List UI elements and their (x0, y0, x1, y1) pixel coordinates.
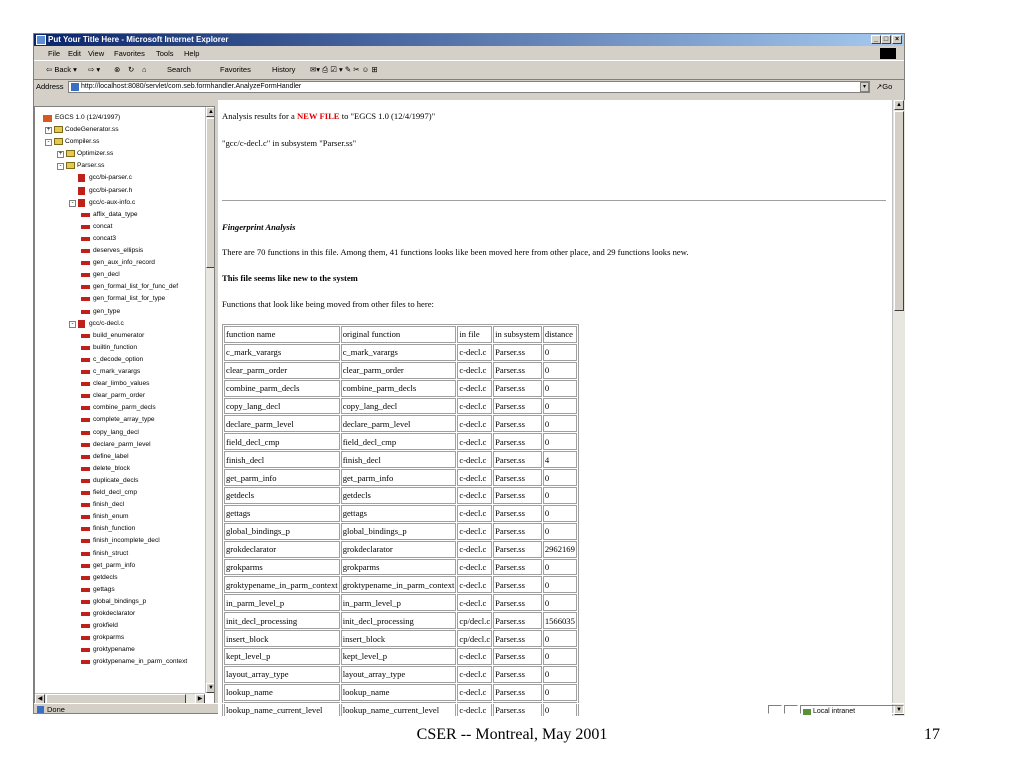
function-icon (81, 370, 90, 374)
in-subsystem-cell: Parser.ss (493, 684, 542, 701)
go-arrow-icon: ↗ (876, 82, 883, 91)
distance-cell: 0 (543, 380, 577, 397)
function-icon (81, 346, 90, 350)
menu-bar (34, 47, 904, 61)
distance-cell: 0 (543, 415, 577, 432)
original-function-cell: lookup_name (341, 684, 457, 701)
in-file-cell: c-decl.c (457, 702, 492, 716)
function-icon (81, 479, 90, 483)
file-icon (78, 187, 85, 195)
content-scroll-down-icon[interactable]: ▼ (894, 705, 904, 715)
new-file-label: NEW FILE (296, 111, 340, 121)
tree-item-label: finish_incomplete_decl (93, 537, 160, 545)
table-row (224, 451, 577, 468)
function-name-cell: groktypename_in_parm_context (224, 576, 340, 593)
intro-line (222, 111, 435, 121)
distance-cell: 0 (543, 362, 577, 379)
refresh-icon[interactable]: ↻ (128, 65, 135, 74)
function-icon (81, 527, 90, 531)
table-row (224, 612, 577, 629)
in-subsystem-cell: Parser.ss (493, 398, 542, 415)
distance-cell: 0 (543, 702, 577, 716)
original-function-cell: grokdeclarator (341, 541, 457, 558)
function-name-cell: global_bindings_p (224, 523, 340, 540)
content-scroll-thumb[interactable] (894, 111, 904, 311)
collapse-icon[interactable]: - (45, 139, 52, 146)
tree-item-label: grokparms (93, 634, 125, 642)
history-button[interactable]: History (272, 65, 296, 74)
tree-item-label: gcc/bi-parser.c (89, 174, 132, 182)
in-file-cell: c-decl.c (457, 594, 492, 611)
in-subsystem-cell: Parser.ss (493, 666, 542, 683)
status-text: Done (47, 705, 65, 714)
header-in-file: in file (457, 326, 492, 343)
original-function-cell: get_parm_info (341, 469, 457, 486)
folder-icon (54, 126, 63, 133)
address-url: http://localhost:8080/servlet/com.seb.formhandler.AnalyzeFormHandler (81, 83, 302, 90)
in-subsystem-cell: Parser.ss (493, 576, 542, 593)
function-icon (81, 612, 90, 616)
function-name-cell: clear_parm_order (224, 362, 340, 379)
table-row (224, 666, 577, 683)
intranet-zone-icon (803, 709, 811, 715)
function-name-cell: finish_decl (224, 451, 340, 468)
tree-item-label: finish_function (93, 525, 136, 533)
in-file-cell: c-decl.c (457, 541, 492, 558)
tree-scroll-thumb[interactable] (206, 118, 215, 268)
tree-item-label: delete_block (93, 464, 131, 472)
table-row (224, 344, 577, 361)
windows-logo-icon (880, 48, 896, 59)
function-icon (81, 588, 90, 592)
function-name-cell: getdecls (224, 487, 340, 504)
function-icon (81, 334, 90, 338)
file-icon (78, 199, 85, 207)
tree-item-label: groktypename_in_parm_context (93, 658, 188, 666)
function-icon (81, 249, 90, 253)
tree-item-label: finish_enum (93, 513, 129, 521)
in-file-cell: c-decl.c (457, 398, 492, 415)
in-file-cell: c-decl.c (457, 666, 492, 683)
tree-item-label: build_enumerator (93, 331, 145, 339)
file-icon (78, 320, 85, 328)
original-function-cell: layout_array_type (341, 666, 457, 683)
distance-cell: 0 (543, 630, 577, 647)
function-name-cell: copy_lang_decl (224, 398, 340, 415)
function-name-cell: lookup_name (224, 684, 340, 701)
original-function-cell: combine_parm_decls (341, 380, 457, 397)
slide-page-number: 17 (924, 726, 940, 743)
verdict-heading: This file seems like new to the system (222, 273, 358, 283)
ie-app-icon (36, 35, 46, 45)
tree-item-label: complete_array_type (93, 416, 155, 424)
function-name-cell: get_parm_info (224, 469, 340, 486)
address-bar (34, 80, 904, 94)
in-file-cell: cp/decl.c (457, 630, 492, 647)
table-row (224, 380, 577, 397)
function-icon (81, 552, 90, 556)
header-in-subsystem: in subsystem (493, 326, 542, 343)
tree-item-label: finish_decl (93, 501, 125, 509)
in-subsystem-cell: Parser.ss (493, 469, 542, 486)
function-icon (81, 564, 90, 568)
tree-item-label: gen_formal_list_for_type (93, 295, 166, 303)
table-row (224, 630, 577, 647)
search-button[interactable]: Search (167, 65, 191, 74)
tree-item-label: get_parm_info (93, 561, 136, 569)
function-name-cell: kept_level_p (224, 648, 340, 665)
function-name-cell: in_parm_level_p (224, 594, 340, 611)
tree-item-label: gcc/c-decl.c (89, 319, 124, 327)
distance-cell: 4 (543, 451, 577, 468)
table-row (224, 576, 577, 593)
function-icon (81, 310, 90, 314)
in-subsystem-cell: Parser.ss (493, 415, 542, 432)
menu-tools[interactable]: Tools (156, 49, 174, 58)
in-file-cell: c-decl.c (457, 523, 492, 540)
zone-label: Local intranet (813, 708, 856, 716)
distance-cell: 0 (543, 398, 577, 415)
in-file-cell: c-decl.c (457, 433, 492, 450)
page-icon (71, 83, 79, 91)
tree-root-label: EGCS 1.0 (12/4/1997) (55, 114, 121, 121)
function-icon (81, 297, 90, 301)
function-icon (81, 394, 90, 398)
function-name-cell: init_decl_processing (224, 612, 340, 629)
in-subsystem-cell: Parser.ss (493, 594, 542, 611)
function-name-cell: lookup_name_current_level (224, 702, 340, 716)
function-icon (81, 636, 90, 640)
function-icon (81, 382, 90, 386)
function-name-cell: field_decl_cmp (224, 433, 340, 450)
distance-cell: 0 (543, 648, 577, 665)
in-subsystem-cell: Parser.ss (493, 433, 542, 450)
toolbar-extra-icons[interactable]: ✉▾ ⎙ ☑ ▾ ✎ ✂ ☺ ⊞ (310, 65, 378, 74)
distance-cell: 0 (543, 505, 577, 522)
maximize-button[interactable]: □ (881, 35, 891, 44)
tree-item-label: gen_aux_info_record (93, 259, 155, 267)
tree-item-label: CodeGenerator.ss (65, 126, 119, 133)
in-subsystem-cell: Parser.ss (493, 344, 542, 361)
function-icon (81, 443, 90, 447)
original-function-cell: lookup_name_current_level (341, 702, 457, 716)
distance-cell: 1566035 (543, 612, 577, 629)
content-scroll-up-icon[interactable]: ▲ (894, 100, 904, 110)
tree-item-label: gcc/c-aux-info.c (89, 198, 136, 206)
zone-panel (800, 705, 904, 714)
table-row (224, 362, 577, 379)
original-function-cell: in_parm_level_p (341, 594, 457, 611)
in-subsystem-cell: Parser.ss (493, 541, 542, 558)
collapse-icon[interactable]: - (57, 163, 64, 170)
status-bar (34, 703, 904, 715)
tree-item-label: concat (93, 222, 113, 230)
table-row (224, 398, 577, 415)
expand-icon[interactable]: + (58, 151, 63, 158)
distance-cell: 0 (543, 559, 577, 576)
in-file-cell: c-decl.c (457, 505, 492, 522)
table-body (224, 344, 577, 716)
distance-cell: 0 (543, 684, 577, 701)
function-icon (81, 600, 90, 604)
table-row (224, 541, 577, 558)
tree-item-label: declare_parm_level (93, 440, 151, 448)
function-icon (81, 237, 90, 241)
distance-cell: 0 (543, 576, 577, 593)
in-subsystem-cell: Parser.ss (493, 630, 542, 647)
tree-item-label: grokdeclarator (93, 610, 136, 617)
function-name-cell: declare_parm_level (224, 415, 340, 432)
original-function-cell: clear_parm_order (341, 362, 457, 379)
function-icon (81, 648, 90, 652)
address-input[interactable] (68, 81, 870, 93)
original-function-cell: grokparms (341, 559, 457, 576)
horizontal-rule (222, 200, 886, 202)
status-segment (768, 705, 782, 714)
tree-item-label: affix_data_type (93, 210, 138, 218)
tree-item-label: gen_formal_list_for_func_def (93, 283, 179, 291)
system-root-icon (43, 115, 52, 122)
favorites-button[interactable]: Favorites (220, 65, 251, 74)
tree-item-label: gen_decl (93, 271, 120, 279)
function-icon (81, 515, 90, 519)
tree-item-label: deserves_ellipsis (93, 247, 144, 254)
menu-file[interactable]: File (48, 49, 61, 58)
tree-item-label: getdecls (93, 573, 118, 581)
in-file-cell: cp/decl.c (457, 612, 492, 629)
collapse-icon[interactable]: - (69, 200, 76, 207)
in-file-cell: c-decl.c (457, 380, 492, 397)
scroll-left-icon[interactable]: ◀ (35, 694, 45, 704)
scroll-down-icon[interactable]: ▼ (206, 683, 215, 693)
tree-item-label: Compiler.ss (65, 138, 100, 146)
original-function-cell: insert_block (341, 630, 457, 647)
original-function-cell: global_bindings_p (341, 523, 457, 540)
tree-item-label: field_decl_cmp (93, 489, 137, 496)
in-subsystem-cell: Parser.ss (493, 487, 542, 504)
back-button[interactable]: ⇦ Back ▾ (46, 65, 77, 74)
function-name-cell: gettags (224, 505, 340, 522)
original-function-cell: c_mark_varargs (341, 344, 457, 361)
tree-item-label: finish_struct (93, 549, 129, 557)
address-label: Address (36, 82, 64, 91)
address-dropdown-icon[interactable]: ▾ (860, 82, 869, 92)
moved-functions-table (222, 324, 579, 716)
in-file-cell: c-decl.c (457, 684, 492, 701)
distance-cell: 0 (543, 344, 577, 361)
in-file-cell: c-decl.c (457, 451, 492, 468)
in-file-cell: c-decl.c (457, 469, 492, 486)
tree-item-label: c_mark_varargs (93, 368, 141, 375)
table-row (224, 433, 577, 450)
scroll-right-icon[interactable]: ▶ (195, 694, 205, 704)
intro-prefix: Analysis results for a (222, 111, 295, 121)
original-function-cell: field_decl_cmp (341, 433, 457, 450)
table-row (224, 594, 577, 611)
tree-item-label: c_decode_option (93, 355, 144, 363)
distance-cell: 0 (543, 469, 577, 486)
function-icon (81, 406, 90, 410)
scroll-up-icon[interactable]: ▲ (206, 107, 215, 117)
header-original-function: original function (341, 326, 457, 343)
tree-item-label: define_label (93, 452, 129, 460)
table-row (224, 505, 577, 522)
function-icon (81, 225, 90, 229)
tree-item-label: grokfield (93, 622, 118, 630)
function-name-cell: layout_array_type (224, 666, 340, 683)
title-bar (34, 34, 904, 46)
tree-item-label: duplicate_decls (93, 476, 139, 484)
header-function-name: function name (224, 326, 340, 343)
tree-item-label: gcc/bi-parser.h (89, 186, 133, 194)
expand-icon[interactable]: + (46, 127, 51, 133)
original-function-cell: groktypename_in_parm_context (341, 576, 457, 593)
tree-item-label: clear_limbo_values (93, 380, 150, 388)
table-row (224, 523, 577, 540)
function-icon (81, 431, 90, 435)
page-done-icon (37, 706, 44, 713)
distance-cell: 0 (543, 594, 577, 611)
function-icon (81, 576, 90, 580)
tree-item-label: groktypename (93, 646, 135, 654)
tree-item-label: combine_parm_decls (93, 404, 156, 412)
forward-button[interactable]: ⇨ ▾ (88, 65, 101, 74)
table-row (224, 648, 577, 665)
tree-vertical-scrollbar[interactable] (205, 107, 215, 693)
in-subsystem-cell: Parser.ss (493, 648, 542, 665)
function-icon (81, 418, 90, 422)
go-button[interactable] (876, 80, 892, 94)
header-distance: distance (543, 326, 577, 343)
tree-item-label: gettags (93, 585, 115, 593)
in-file-cell: c-decl.c (457, 415, 492, 432)
distance-cell: 0 (543, 523, 577, 540)
in-subsystem-cell: Parser.ss (493, 380, 542, 397)
function-icon (81, 273, 90, 277)
tree-item-label: clear_parm_order (93, 392, 146, 400)
tree-item-label: global_bindings_p (93, 597, 147, 605)
original-function-cell: init_decl_processing (341, 612, 457, 629)
function-icon (81, 213, 90, 217)
menu-view[interactable]: View (88, 49, 105, 58)
table-intro: Functions that look like being moved from other files to here: (222, 299, 434, 309)
table-row (224, 487, 577, 504)
in-subsystem-cell: Parser.ss (493, 612, 542, 629)
function-name-cell: c_mark_varargs (224, 344, 340, 361)
file-icon (78, 174, 85, 182)
function-icon (81, 539, 90, 543)
function-name-cell: grokparms (224, 559, 340, 576)
function-icon (81, 491, 90, 495)
intro-suffix: to "EGCS 1.0 (12/4/1997)" (341, 111, 436, 121)
go-label: Go (882, 82, 893, 91)
original-function-cell: declare_parm_level (341, 415, 457, 432)
in-subsystem-cell: Parser.ss (493, 523, 542, 540)
menu-edit[interactable]: Edit (68, 49, 81, 58)
analysis-summary: There are 70 functions in this file. Among them, 41 functions looks like been moved here from other place, and 29 functions looks new. (222, 247, 689, 257)
table-header-row (224, 326, 577, 343)
content-vertical-scrollbar[interactable] (892, 100, 905, 716)
distance-cell: 0 (543, 666, 577, 683)
function-icon (81, 261, 90, 265)
window-title: Put Your Title Here - Microsoft Internet Explorer (48, 35, 229, 44)
function-icon (81, 660, 90, 664)
slide-footer-title: CSER -- Montreal, May 2001 (416, 726, 608, 743)
in-file-cell: c-decl.c (457, 648, 492, 665)
distance-cell: 0 (543, 433, 577, 450)
tree-item-label: gen_type (93, 307, 121, 315)
minimize-button[interactable]: _ (871, 35, 881, 44)
tree-item-label: copy_lang_decl (93, 428, 139, 436)
original-function-cell: getdecls (341, 487, 457, 504)
function-name-cell: grokdeclarator (224, 541, 340, 558)
function-icon (81, 455, 90, 459)
stop-icon[interactable]: ⊗ (114, 65, 121, 74)
main-content (218, 100, 906, 716)
status-segment (784, 705, 798, 714)
in-subsystem-cell: Parser.ss (493, 451, 542, 468)
in-file-cell: c-decl.c (457, 362, 492, 379)
menu-help[interactable]: Help (184, 49, 200, 58)
close-button[interactable]: × (892, 35, 902, 44)
in-subsystem-cell: Parser.ss (493, 559, 542, 576)
function-name-cell: insert_block (224, 630, 340, 647)
original-function-cell: gettags (341, 505, 457, 522)
original-function-cell: kept_level_p (341, 648, 457, 665)
tree-item-label: Optimizer.ss (77, 150, 114, 158)
toolbar (34, 61, 904, 80)
tree-item-label: Parser.ss (77, 162, 105, 170)
subsystem-line: "gcc/c-decl.c" in subsystem "Parser.ss" (222, 138, 357, 148)
function-icon (81, 503, 90, 507)
in-file-cell: c-decl.c (457, 344, 492, 361)
distance-cell: 0 (543, 487, 577, 504)
in-subsystem-cell: Parser.ss (493, 505, 542, 522)
table-row (224, 469, 577, 486)
in-file-cell: c-decl.c (457, 559, 492, 576)
function-icon (81, 285, 90, 289)
function-icon (81, 467, 90, 471)
function-name-cell: combine_parm_decls (224, 380, 340, 397)
original-function-cell: finish_decl (341, 451, 457, 468)
tree-item-label: builtin_function (93, 343, 137, 351)
menu-favorites[interactable]: Favorites (114, 49, 145, 58)
function-icon (81, 358, 90, 362)
function-icon (81, 624, 90, 628)
collapse-icon[interactable]: - (69, 321, 76, 328)
tree-pane (34, 106, 215, 704)
browser-window (33, 33, 905, 714)
fingerprint-heading: Fingerprint Analysis (222, 222, 296, 232)
table-row (224, 684, 577, 701)
original-function-cell: copy_lang_decl (341, 398, 457, 415)
folder-icon (66, 162, 75, 169)
folder-icon (66, 150, 75, 157)
in-subsystem-cell: Parser.ss (493, 702, 542, 716)
table-row (224, 415, 577, 432)
table-row (224, 559, 577, 576)
home-icon[interactable]: ⌂ (142, 65, 147, 74)
distance-cell: 2962169 (543, 541, 577, 558)
in-file-cell: c-decl.c (457, 576, 492, 593)
in-subsystem-cell: Parser.ss (493, 362, 542, 379)
in-file-cell: c-decl.c (457, 487, 492, 504)
folder-icon (54, 138, 63, 145)
tree-item-label: concat3 (93, 234, 117, 242)
